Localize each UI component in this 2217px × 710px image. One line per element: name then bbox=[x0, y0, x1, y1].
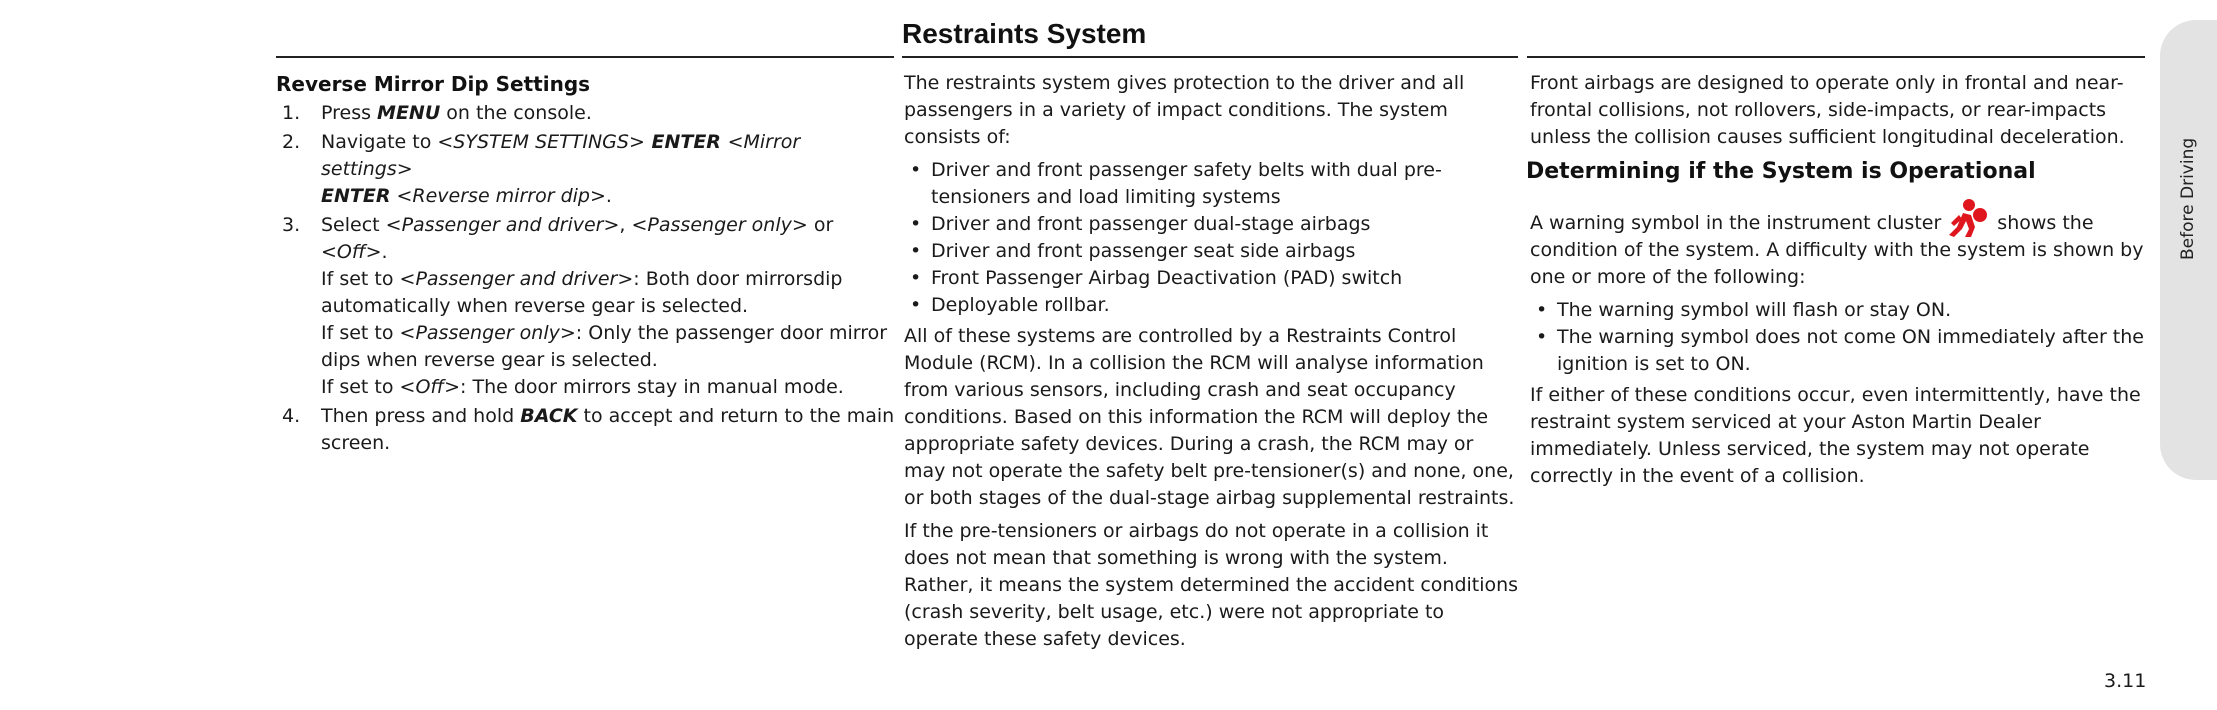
step-number: 2. bbox=[282, 131, 301, 153]
step-text: : The door mirrors stay in manual mode. bbox=[460, 376, 844, 398]
option-name: <Passenger only> bbox=[631, 214, 808, 236]
header-rule-left bbox=[276, 56, 894, 58]
step-text: . bbox=[605, 185, 612, 207]
step-text: Then press and hold bbox=[321, 405, 521, 427]
step-text: Navigate to bbox=[321, 131, 438, 153]
list-item: • Driver and front passenger seat side airbags bbox=[904, 238, 1520, 265]
side-tab-label bbox=[2178, 137, 2198, 260]
step-text: If set to bbox=[321, 268, 400, 290]
menu-keyword: MENU bbox=[377, 102, 441, 124]
option-name: <Passenger only> bbox=[399, 322, 576, 344]
warning-text: A warning symbol in the instrument cluster bbox=[1530, 212, 1942, 234]
list-item: • Driver and front passenger safety belts with dual pre-tensioners and load limiting systems bbox=[904, 157, 1520, 211]
page-number: 3.11 bbox=[2104, 670, 2147, 692]
step-number: 3. bbox=[282, 214, 301, 236]
option-name: <Passenger and driver> bbox=[385, 214, 620, 236]
steps-list bbox=[276, 100, 896, 457]
step-item bbox=[276, 212, 896, 401]
step-text: : Both door mirrorsdip automatically when reverse gear is selected. bbox=[321, 268, 843, 317]
step-text: Select bbox=[321, 214, 386, 236]
page-title: Restraints System bbox=[902, 18, 1147, 49]
list-item: • The warning symbol does not come ON immediately after the ignition is set to ON. bbox=[1530, 324, 2146, 378]
menu-path: <Reverse mirror dip> bbox=[390, 185, 606, 207]
step-text: If set to bbox=[321, 322, 400, 344]
enter-keyword: ENTER bbox=[644, 131, 728, 153]
side-tab-text: Before Driving bbox=[2178, 137, 2198, 260]
menu-path: <SYSTEM SETTINGS> bbox=[437, 131, 645, 153]
option-name: <Passenger and driver> bbox=[399, 268, 634, 290]
step-text: on the console. bbox=[440, 102, 592, 124]
rcm-paragraph: All of these systems are controlled by a Restraints Control Module (RCM). In a collision the RCM will analyse information from various sensors, including crash and seat occupancy conditions. Based on this information the RCM will deploy the appropriate safety devices. During a crash, the RCM may or may not operate the safety belt pre-tensioner(s) and none, one, or both stages of the dual-stage airbag supplemental restraints. bbox=[904, 325, 1515, 509]
section-heading-mirror-dip: Reverse Mirror Dip Settings bbox=[276, 72, 591, 96]
option-description bbox=[321, 320, 896, 374]
step-item bbox=[276, 403, 896, 457]
step-text: or bbox=[807, 214, 834, 236]
enter-keyword: ENTER bbox=[321, 185, 391, 207]
header-rule-middle bbox=[902, 56, 1518, 58]
menu-path: <Mirror settings> bbox=[321, 131, 801, 180]
step-text: to accept and return to the main screen. bbox=[321, 405, 895, 454]
step-text: Press bbox=[321, 102, 378, 124]
step-text: : Only the passenger door mirror dips when reverse gear is selected. bbox=[321, 322, 888, 371]
conditions-list bbox=[1530, 297, 2146, 378]
step-text: . bbox=[381, 241, 388, 263]
left-column bbox=[276, 70, 896, 459]
right-column bbox=[1526, 70, 2146, 496]
dealer-paragraph: If either of these conditions occur, even intermittently, have the restraint system serviced at your Aston Martin Dealer immediately. Unless serviced, the system may not operate correctly in the event of a collision. bbox=[1530, 384, 2141, 487]
list-item: • Driver and front passenger dual-stage airbags bbox=[904, 211, 1520, 238]
list-item: • The warning symbol will flash or stay ON. bbox=[1530, 297, 2146, 324]
list-item: • Deployable rollbar. bbox=[904, 292, 1520, 319]
option-description bbox=[321, 266, 896, 320]
warning-paragraph bbox=[1530, 197, 2146, 291]
option-description bbox=[321, 374, 896, 401]
step-text: If set to bbox=[321, 376, 400, 398]
front-airbag-paragraph: Front airbags are designed to operate only in frontal and near-frontal collisions, not rollovers, side-impacts, or rear-impacts unless the collision causes sufficient longitudinal deceleration. bbox=[1530, 72, 2125, 148]
step-number: 1. bbox=[282, 102, 301, 124]
step-item bbox=[276, 129, 896, 210]
intro-paragraph: The restraints system gives protection to the driver and all passengers in a variety of impact conditions. The system consists of: bbox=[904, 72, 1465, 148]
pretensioner-paragraph: If the pre-tensioners or airbags do not operate in a collision it does not mean that something is wrong with the system. Rather, it means the system determined the accident conditions (crash severity, belt usage, etc.) were not appropriate to operate these safety devices. bbox=[904, 520, 1519, 650]
option-name: <Off> bbox=[399, 376, 461, 398]
back-keyword: BACK bbox=[520, 405, 578, 427]
airbag-warning-icon bbox=[1945, 197, 1987, 237]
step-number: 4. bbox=[282, 405, 301, 427]
step-text: , bbox=[619, 214, 632, 236]
option-name: <Off> bbox=[321, 241, 382, 263]
section-heading-operational: Determining if the System is Operational bbox=[1526, 159, 2036, 184]
list-item: • Front Passenger Airbag Deactivation (PAD) switch bbox=[904, 265, 1520, 292]
warning-text: shows the condition of the system. A difficulty with the system is shown by one or more of the following: bbox=[1530, 212, 2144, 288]
header-rule-right bbox=[1527, 56, 2145, 58]
components-list bbox=[904, 157, 1520, 319]
step-item bbox=[276, 100, 896, 127]
middle-column bbox=[904, 70, 1520, 659]
